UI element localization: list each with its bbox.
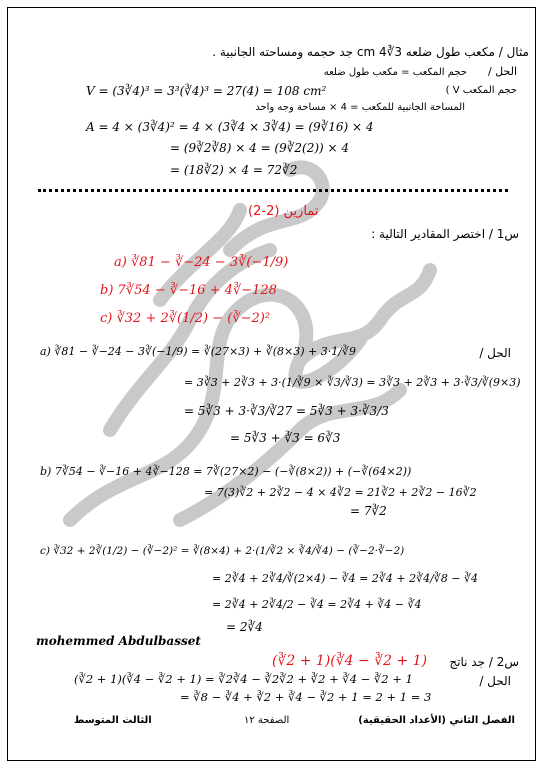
question-2-solution-label: الحل /: [479, 674, 511, 688]
question-2-line-2: = ∛8 − ∛4 + ∛2 + ∛4 − ∛2 + 1 = 2 + 1 = 3: [180, 690, 432, 704]
solution-c-line-2: = 2∛4 + 2∛4/∛(2×4) − ∛4 = 2∛4 + 2∛4/∛8 − ∛4: [212, 572, 479, 585]
solution-a-line-4: = 5∛3 + ∛3 = 6∛3: [230, 431, 341, 445]
footer-page-number: الصفحة ١٢: [244, 715, 290, 726]
solution-b-line-2: = 7(3)∛2 + 2∛2 − 4 × 4∛2 = 21∛2 + 2∛2 − 16∛2: [204, 486, 477, 499]
question-1: س1 / اختصر المقادير التالية :: [371, 227, 519, 241]
example-title: مثال / مكعب طول ضلعه 3∛4 cm جد حجمه ومساحته الجانبية .: [212, 45, 529, 59]
question-2: س2 / جد ناتج: [449, 655, 519, 669]
volume-equation: V = (3∛4)³ = 3³(∛4)³ = 27(4) = 108 cm²: [86, 84, 327, 98]
solution-c-line-4: = 2∛4: [226, 620, 263, 634]
solution-b-line-3: = 7∛2: [350, 504, 387, 518]
solution-label: الحل /: [479, 346, 511, 360]
problem-c: c) ∛32 + 2∛(1/2) − (∛−2)²: [100, 311, 271, 326]
solution-b-line-1: b) 7∛54 − ∛−16 + 4∛−128 = 7∛(27×2) − (−∛(8×2)) + (−∛(64×2)): [40, 465, 412, 478]
solution-a-line-1: a) ∛81 − ∛−24 − 3∛(−1/9) = ∛(27×3) + ∛(8×3) + 3·1/∛9: [40, 345, 356, 358]
area-equation-2: = (9∛2∛8) × 4 = (9∛2(2)) × 4: [170, 141, 350, 155]
solution-a-line-2: = 3∛3 + 2∛3 + 3·(1/∛9 × ∛3/∛3) = 3∛3 + 2∛3 + 3·∛3/∛(9×3): [184, 376, 521, 389]
question-2-expression: (∛2 + 1)(∛4 − ∛2 + 1): [272, 653, 428, 669]
volume-rule-label: ( V حجم المكعب: [445, 85, 517, 96]
area-equation-3: = (18∛2) × 4 = 72∛2: [170, 163, 298, 177]
solution-a-line-3: = 5∛3 + 3·∛3/∛27 = 5∛3 + 3·∛3/3: [184, 404, 389, 418]
lateral-area-rule: المساحة الجانبية للمكعب = 4 × مساحة وجه واحد: [255, 102, 465, 113]
problem-b: b) 7∛54 − ∛−16 + 4∛−128: [100, 283, 277, 298]
area-equation-1: A = 4 × (3∛4)² = 4 × (3∛4 × 3∛4) = (9∛16) × 4: [86, 120, 374, 134]
section-divider: [38, 189, 508, 192]
footer-grade: الثالث المتوسط: [74, 715, 152, 726]
exercise-title: تمارين (2-2): [248, 204, 319, 219]
footer-chapter: الفصل الثاني (الأعداد الحقيقية): [358, 715, 515, 726]
question-2-line-1: (∛2 + 1)(∛4 − ∛2 + 1) = ∛2∛4 − ∛2∛2 + ∛2 + ∛4 − ∛2 + 1: [74, 672, 413, 686]
solution-c-line-1: c) ∛32 + 2∛(1/2) − (∛−2)² = ∛(8×4) + 2·(1/∛2 × ∛4/∛4) − (∛−2·∛−2): [40, 545, 405, 557]
problem-a: a) ∛81 − ∛−24 − 3∛(−1/9): [114, 255, 289, 270]
author-signature: mohemmed Abdulbasset: [36, 634, 201, 648]
volume-rule: حجم المكعب = مكعب طول ضلعه: [323, 67, 467, 78]
solution-c-line-3: = 2∛4 + 2∛4/2 − ∛4 = 2∛4 + ∛4 − ∛4: [212, 598, 422, 611]
example-solution-label: الحل /: [487, 65, 517, 78]
